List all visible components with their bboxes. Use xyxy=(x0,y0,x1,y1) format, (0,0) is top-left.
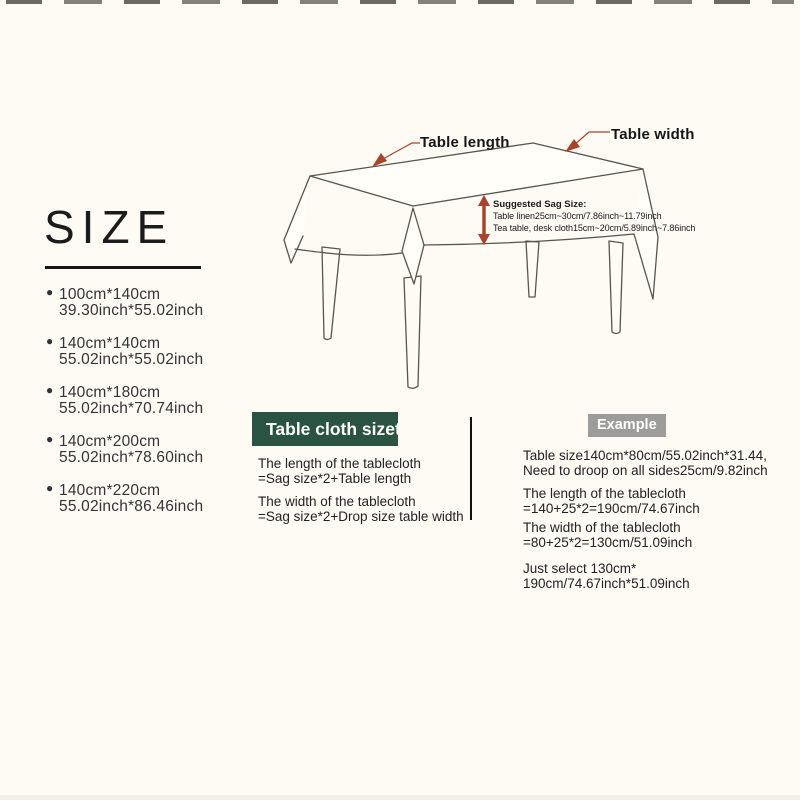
bullet-icon: ● xyxy=(46,383,54,397)
size-list-item xyxy=(46,336,203,368)
example-intro xyxy=(523,448,800,478)
bullet-icon: ● xyxy=(46,432,54,446)
size-list-item xyxy=(46,434,203,466)
section-divider xyxy=(470,417,472,520)
size-inch: 55.02inch*55.02inch xyxy=(59,351,204,368)
size-cm: 140cm*200cm xyxy=(59,433,161,450)
example-intro-line2: Need to droop on all sides25cm/9.82inch xyxy=(523,463,768,478)
size-section-title: SIZE xyxy=(44,201,175,253)
size-list-item xyxy=(46,483,203,515)
table-length-label: Table length xyxy=(420,134,510,151)
size-inch: 39.30inch*55.02inch xyxy=(59,302,204,319)
example-text xyxy=(523,448,800,599)
example-length-line1: The length of the tablecloth xyxy=(523,486,686,501)
tablecloth-left-hem xyxy=(295,249,402,255)
example-length xyxy=(523,486,800,516)
size-inch: 55.02inch*78.60inch xyxy=(59,449,204,466)
formula-length-line2: =Sag size*2+Table length xyxy=(258,471,412,486)
table-leg xyxy=(609,241,623,334)
example-section-title: Example xyxy=(588,414,666,437)
size-list-item xyxy=(46,287,203,319)
size-list-item xyxy=(46,385,203,417)
table-leg xyxy=(404,276,421,388)
tablecloth-top xyxy=(310,143,643,206)
bullet-icon: ● xyxy=(46,481,54,495)
bullet-icon: ● xyxy=(46,285,54,299)
size-cm: 140cm*220cm xyxy=(59,482,161,499)
size-cm: 140cm*180cm xyxy=(59,384,161,401)
formula-text xyxy=(258,456,464,532)
tablecloth-front-fold xyxy=(402,208,424,284)
size-cm: 140cm*140cm xyxy=(59,335,161,352)
example-width-line2: =80+25*2=130cm/51.09inch xyxy=(523,535,693,550)
size-title-underline xyxy=(45,266,201,269)
sag-double-arrow-icon xyxy=(478,195,490,245)
example-width-line1: The width of the tablecloth xyxy=(523,520,681,535)
sag-size-line: Tea table, desk cloth15cm~20cm/5.89inch~7.86inch xyxy=(493,222,696,233)
size-list xyxy=(46,287,203,532)
tablecloth-right-fold xyxy=(634,169,658,299)
formula-width-line1: The width of the tablecloth xyxy=(258,494,416,509)
example-length-line2: =140+25*2=190cm/74.67inch xyxy=(523,501,700,516)
sag-size-note xyxy=(493,199,733,234)
formula-width xyxy=(258,494,464,524)
bullet-icon: ● xyxy=(46,334,54,348)
formula-width-line2: =Sag size*2+Drop size table width xyxy=(258,509,464,524)
table-leg xyxy=(526,241,539,297)
table-leg xyxy=(322,247,340,340)
formula-length-line1: The length of the tablecloth xyxy=(258,456,421,471)
formula-length xyxy=(258,456,464,486)
width-arrow-icon xyxy=(565,132,610,152)
sag-size-line: Table linen25cm~30cm/7.86inch~11.79inch xyxy=(493,211,662,221)
example-intro-line1: Table size140cm*80cm/55.02inch*31.44, xyxy=(523,448,767,463)
formula-section-title: Table cloth sizet xyxy=(252,412,398,446)
example-conclusion: Just select 130cm* 190cm/74.67inch*51.09inch xyxy=(523,561,690,591)
example-width xyxy=(523,520,800,550)
size-cm: 100cm*140cm xyxy=(59,286,161,303)
size-inch: 55.02inch*86.46inch xyxy=(59,498,204,515)
size-inch: 55.02inch*70.74inch xyxy=(59,400,204,417)
bottom-edge-strip xyxy=(0,795,800,800)
sag-size-title: Suggested Sag Size: xyxy=(493,199,587,210)
table-width-label: Table width xyxy=(611,126,695,143)
